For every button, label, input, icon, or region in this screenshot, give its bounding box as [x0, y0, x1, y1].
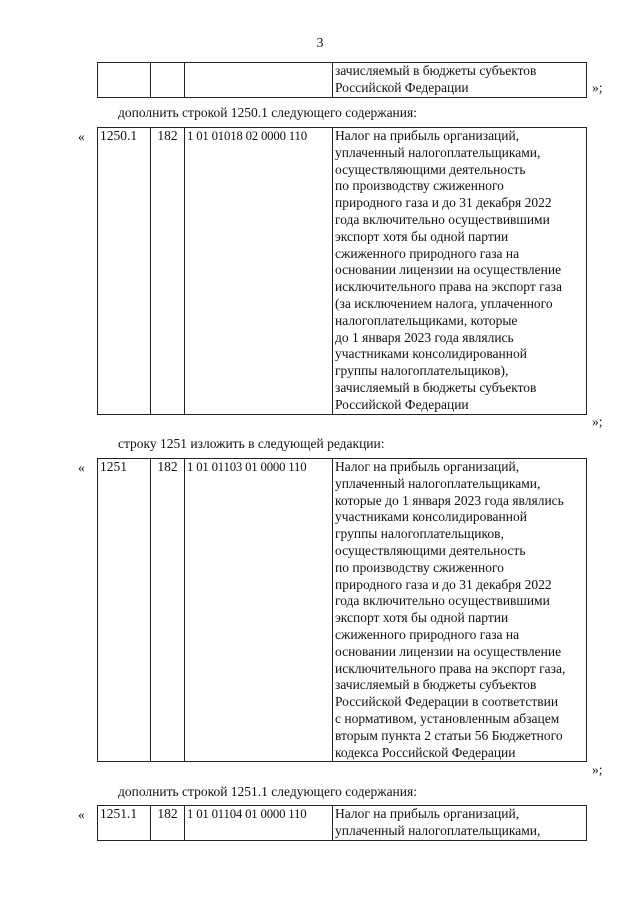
- name-line: экспорт хотя бы одной партии: [335, 610, 509, 626]
- name-line: природного газа и до 31 декабря 2022: [335, 576, 552, 592]
- cell-admin-code: 182: [151, 459, 185, 762]
- name-line: зачисляемый в бюджеты субъектов: [335, 379, 537, 395]
- name-line: Налог на прибыль организаций,: [335, 806, 520, 821]
- name-line: исключительного права на экспорт газа,: [335, 660, 566, 676]
- continuation-table: [97, 62, 587, 98]
- name-line: налогоплательщиками, которые: [335, 312, 518, 328]
- cell-admin-code: 182: [151, 806, 185, 841]
- name-line: кодекса Российской Федерации: [335, 744, 516, 760]
- table-row: [98, 128, 587, 415]
- name-line: года включительно осуществившими: [335, 593, 550, 609]
- cell-name: [333, 128, 587, 415]
- instruction-paragraph: дополнить строкой 1250.1 следующего содержания:: [118, 105, 417, 120]
- name-line: осуществляющими деятельность: [335, 542, 526, 558]
- cell-name: [333, 806, 587, 841]
- name-line: экспорт хотя бы одной партии: [335, 228, 509, 244]
- opening-quote: «: [78, 807, 85, 822]
- row-1251-1-table: [97, 805, 587, 841]
- name-line: участниками консолидированной: [335, 509, 527, 525]
- page-number: 3: [316, 36, 324, 51]
- name-line: Российской Федерации: [335, 79, 469, 95]
- name-line: осуществляющими деятельность: [335, 161, 526, 177]
- table-row: [98, 459, 587, 762]
- cell-kbk: 1 01 01018 02 0000 110: [185, 128, 333, 415]
- name-line: группы налогоплательщиков),: [335, 363, 509, 379]
- instruction-paragraph: строку 1251 изложить в следующей редакции:: [118, 436, 385, 451]
- name-line: основании лицензии на осуществление: [335, 262, 562, 278]
- cell-name: [333, 63, 587, 98]
- name-line: Российской Федерации в соответствии: [335, 694, 559, 710]
- name-line: по производству сжиженного: [335, 559, 504, 575]
- name-line: года включительно осуществившими: [335, 211, 550, 227]
- name-line: до 1 января 2023 года являлись: [335, 329, 514, 345]
- name-line: сжиженного природного газа на: [335, 245, 520, 261]
- name-line: участниками консолидированной: [335, 346, 527, 362]
- instruction-paragraph: дополнить строкой 1251.1 следующего содержания:: [118, 784, 417, 799]
- cell-number: 1251.1: [98, 806, 151, 841]
- table-row: [98, 806, 587, 841]
- table-row: [98, 63, 587, 98]
- cell-admin-code: 182: [151, 128, 185, 415]
- opening-quote: «: [78, 129, 85, 144]
- name-line: вторым пункта 2 статьи 56 Бюджетного: [335, 727, 563, 743]
- cell-name: [333, 459, 587, 762]
- name-line: исключительного права на экспорт газа: [335, 279, 562, 295]
- name-line: (за исключением налога, уплаченного: [335, 295, 553, 311]
- name-line: сжиженного природного газа на: [335, 626, 520, 642]
- name-line: природного газа и до 31 декабря 2022: [335, 195, 552, 211]
- cell-admin-code: [151, 63, 185, 98]
- name-line: по производству сжиженного: [335, 178, 504, 194]
- name-line: зачисляемый в бюджеты субъектов: [335, 677, 537, 693]
- name-line: уплаченный налогоплательщиками,: [335, 475, 541, 491]
- name-line: Налог на прибыль организаций,: [335, 459, 520, 474]
- cell-number: 1250.1: [98, 128, 151, 415]
- cell-kbk: 1 01 01103 01 0000 110: [185, 459, 333, 762]
- closing-quote: »;: [592, 762, 603, 777]
- name-line: зачисляемый в бюджеты субъектов: [335, 63, 537, 78]
- cell-number: 1251: [98, 459, 151, 762]
- name-line: основании лицензии на осуществление: [335, 643, 562, 659]
- closing-quote: »;: [592, 414, 603, 429]
- row-1250-1-table: [97, 127, 587, 415]
- name-line: которые до 1 января 2023 года являлись: [335, 492, 564, 508]
- name-line: Налог на прибыль организаций,: [335, 128, 520, 143]
- name-line: уплаченный налогоплательщиками,: [335, 144, 541, 160]
- name-line: с нормативом, установленным абзацем: [335, 710, 560, 726]
- name-line: группы налогоплательщиков,: [335, 526, 504, 542]
- closing-quote: »;: [592, 80, 603, 95]
- name-line: уплаченный налогоплательщиками,: [335, 822, 541, 838]
- cell-kbk: [185, 63, 333, 98]
- cell-number: [98, 63, 151, 98]
- name-line: Российской Федерации: [335, 396, 469, 412]
- cell-kbk: 1 01 01104 01 0000 110: [185, 806, 333, 841]
- row-1251-table: [97, 458, 587, 762]
- opening-quote: «: [78, 460, 85, 475]
